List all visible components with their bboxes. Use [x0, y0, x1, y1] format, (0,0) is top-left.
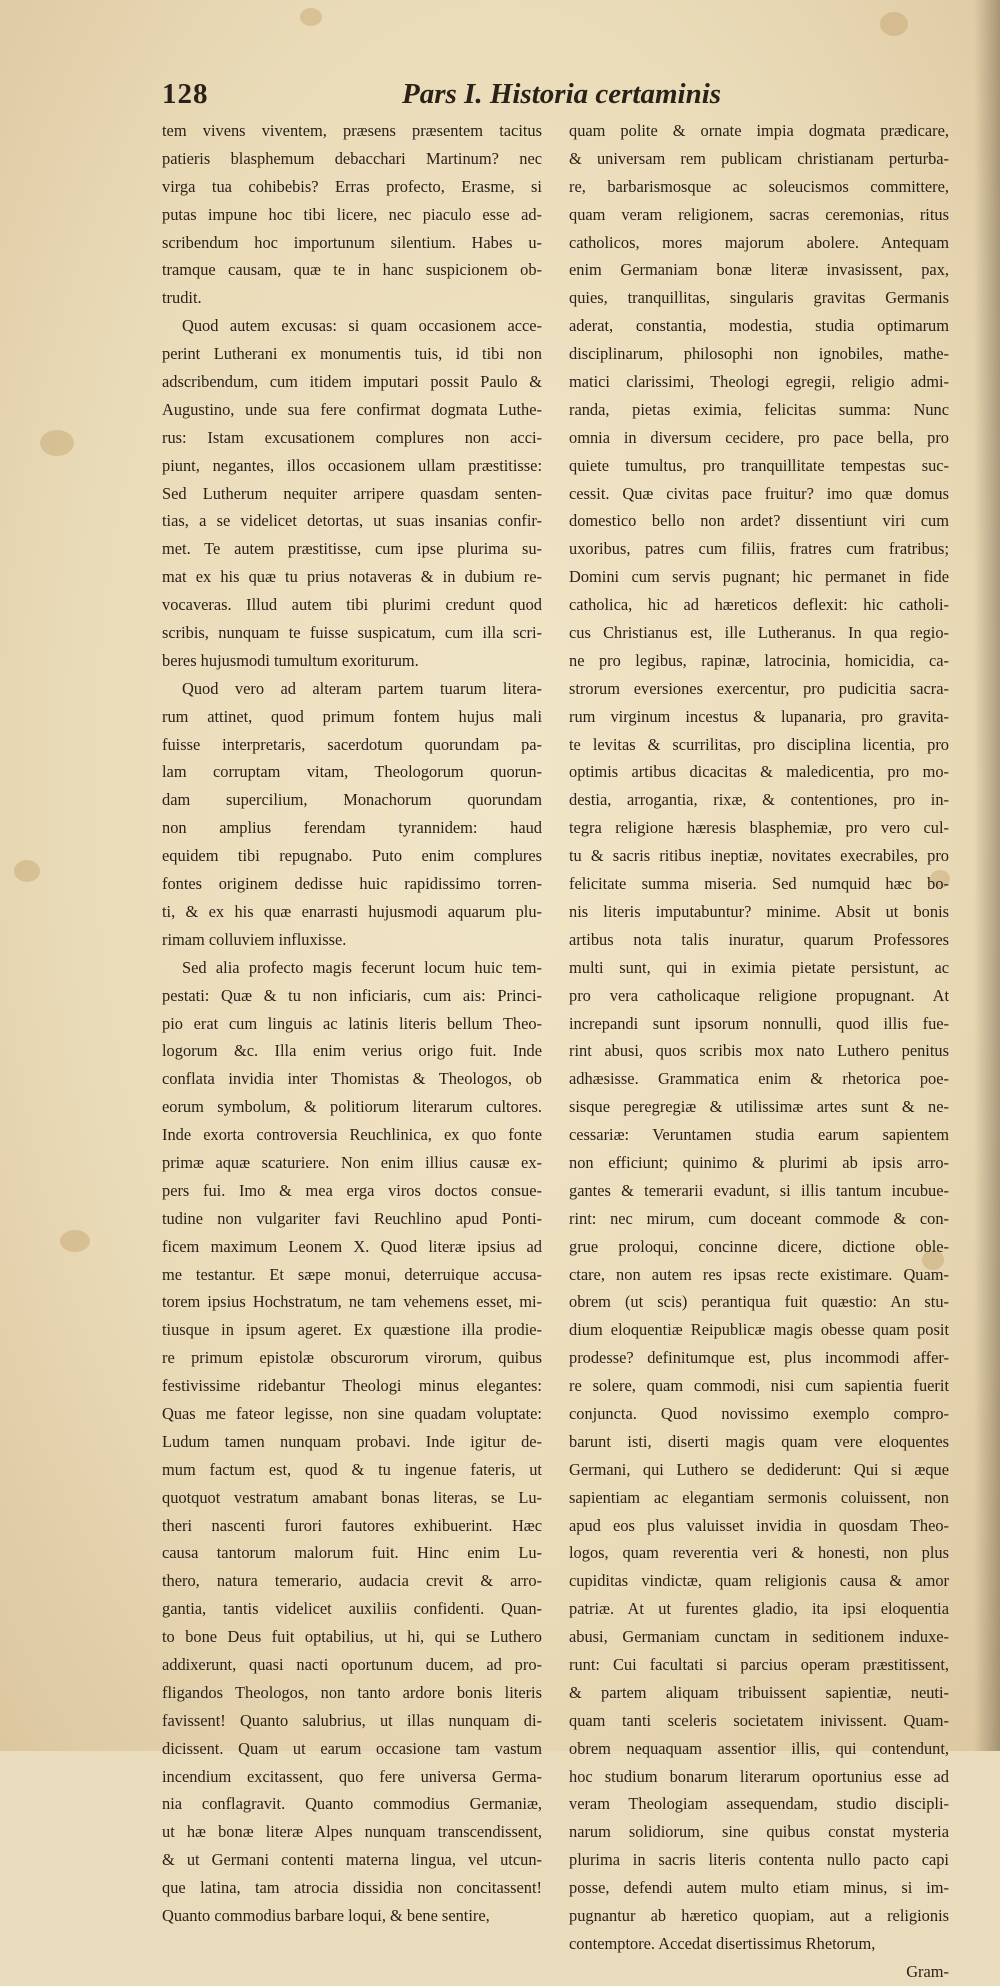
text-line: barunt isti, diserti magis quam vere eloquentes — [569, 1431, 949, 1451]
text-line: rum virginum incestus & lupanaria, pro gravita- — [569, 706, 949, 726]
text-line: grue proloqui, concinne dicere, dictione oble- — [569, 1236, 949, 1256]
text-line: non amplius ferendam tyrannidem: haud — [162, 818, 542, 838]
text-line: eorum symbolum, & politiorum literarum cultores. — [162, 1097, 542, 1117]
text-line: dicissent. Quam ut earum occasione tam vastum — [162, 1738, 542, 1758]
text-line: perint Lutherani ex monumentis tuis, id tibi non — [162, 344, 542, 364]
text-line: dam supercilium, Monachorum quorundam — [162, 790, 542, 810]
text-line: fontes originem dedisse huic rapidissimo torren- — [162, 874, 542, 894]
foxing-stain — [60, 1230, 90, 1252]
text-line: Gram- — [906, 1961, 949, 1981]
text-line: met. Te autem præstitisse, cum ipse plurima su- — [162, 539, 542, 559]
text-line: fligandos Theologos, non tanto ardore bonis literis — [162, 1682, 542, 1702]
text-line: cus Christianus est, ille Lutheranus. In qua regio- — [569, 623, 949, 643]
text-line: Sed alia profecto magis fecerunt locum huic tem- — [182, 957, 542, 977]
text-line: addixerunt, quasi nacti oportunum ducem, ad pro- — [162, 1654, 542, 1674]
text-line: ut hæ bonæ literæ Alpes nunquam transcendissent, — [162, 1822, 542, 1842]
text-line: cessit. Quæ civitas pace fruitur? imo quæ domus — [569, 483, 949, 503]
text-line: Quanto commodius barbare loqui, & bene sentire, — [162, 1906, 490, 1925]
text-line: & partem aliquam tribuissent sapientiæ, neuti- — [569, 1682, 949, 1702]
text-line: Sed Lutherum nequiter arripere quasdam senten- — [162, 483, 542, 503]
text-line: cessariæ: Veruntamen studia earum sapientem — [569, 1125, 949, 1145]
text-line: multi sunt, qui in eximia pietate persistunt, ac — [569, 957, 949, 977]
text-line: Quas me fateor legisse, non sine quadam voluptate: — [162, 1403, 542, 1423]
text-line: patieris blasphemum debacchari Martinum? nec — [162, 148, 542, 168]
text-line: sisque peregregiæ & utilissimæ artes sunt & ne- — [569, 1097, 949, 1117]
foxing-stain — [40, 430, 74, 456]
text-line: dium eloquentiæ Reipublicæ magis obesse quam posit — [569, 1320, 949, 1340]
text-line: disciplinarum, philosophi non ignobiles, mathe- — [569, 344, 949, 364]
text-line: quotquot vestratum amabant bonas literas, se Lu- — [162, 1487, 542, 1507]
page-number: 128 — [162, 78, 209, 110]
text-line: gantia, tantis videlicet auxiliis confidenti. Quan- — [162, 1599, 542, 1619]
text-line: virga tua cohibebis? Erras profecto, Erasme, si — [162, 176, 542, 196]
text-line: vocaveras. Illud autem tibi plurimi credunt quod — [162, 595, 542, 615]
text-line: quam veram religionem, sacras ceremonias, ritus — [569, 204, 949, 224]
text-line: putas impune hoc tibi licere, nec piaculo esse ad- — [162, 204, 542, 224]
text-line: Quod vero ad alteram partem tuarum litera- — [182, 678, 542, 698]
text-line: rum attinet, quod primum fontem hujus mali — [162, 706, 542, 726]
foxing-stain — [14, 860, 40, 882]
text-line: incendium excitassent, quo fere universa Germa- — [162, 1766, 542, 1786]
text-line: uxoribus, patres cum filiis, fratres cum fratribus; — [569, 539, 949, 559]
running-head — [162, 78, 722, 118]
text-line: quam polite & ornate impia dogmata prædicare, — [569, 121, 949, 140]
text-line: Germani, qui Luthero se dediderunt: Qui si æque — [569, 1459, 949, 1479]
text-line: obrem nequaquam assentior illis, qui contendunt, — [569, 1738, 949, 1758]
text-line: omnia in diversum cecidere, pro pace bella, pro — [569, 427, 949, 447]
text-line: catholicos, mores majorum abolere. Antequam — [569, 232, 949, 252]
text-line: enim Germaniam bonæ literæ invasissent, pax, — [569, 260, 949, 280]
text-line: tiusque in ipsum ageret. Ex quæstione illa prodie- — [162, 1320, 542, 1340]
text-line: ti, & ex his quæ enarrasti hujusmodi aquarum plu- — [162, 901, 542, 921]
text-line: randa, pietas eximia, felicitas summa: Nunc — [569, 399, 949, 419]
text-line: matici clarissimi, Theologi egregii, religio admi- — [569, 372, 949, 392]
text-line: to bone Deus fuit optabilius, ut hi, qui se Luthero — [162, 1627, 542, 1647]
text-line: conjuncta. Quod novissimo exemplo compro- — [569, 1403, 949, 1423]
text-line: thero, natura temerario, audacia crevit & arro- — [162, 1571, 542, 1591]
text-line: tegra religione hæresis blasphemiæ, pro vero cul- — [569, 818, 949, 838]
text-line: equidem tibi repugnabo. Puto enim complures — [162, 846, 542, 866]
text-line: mum factum est, quod & tu ingenue fateris, ut — [162, 1459, 542, 1479]
text-line: & universam rem publicam christianam perturba- — [569, 148, 949, 168]
text-line: me testantur. Et sæpe monui, deterruique accusa- — [162, 1264, 542, 1284]
text-line: rint: nec mirum, cum doceant commode & con- — [569, 1208, 949, 1228]
text-line: te levitas & scurrilitas, pro disciplina licentia, pro — [569, 734, 949, 754]
text-line: Inde exorta controversia Reuchlinica, ex quo fonte — [162, 1125, 542, 1145]
text-line: contemptore. Accedat disertissimus Rhetorum, — [569, 1933, 876, 1953]
text-line: quam tanti sceleris societatem inivissent. Quam- — [569, 1710, 949, 1730]
text-line: ctare, non autem res ipsas recte existimare. Quam- — [569, 1264, 949, 1284]
text-line: adscribendum, cum itidem imputari possit Paulo & — [162, 372, 542, 392]
text-line: tudine non vulgariter favi Reuchlino apud Ponti- — [162, 1208, 542, 1228]
text-line: cupiditas vindictæ, quam religionis causa & amor — [569, 1571, 949, 1591]
text-line: obrem (ut scis) perantiqua fuit quæstio: An stu- — [569, 1292, 949, 1312]
text-line: conflata invidia inter Thomistas & Theologos, ob — [162, 1069, 542, 1089]
text-line: fuisse interpretaris, sacerdotum quorundam pa- — [162, 734, 542, 754]
text-line: prodesse? definitumque est, plus incommodi affer- — [569, 1348, 949, 1368]
text-line: rint abusi, quos scribis mox nato Luthero penitus — [569, 1041, 949, 1061]
text-line: que latina, tam atrocia dissidia non concitassent! — [162, 1878, 542, 1898]
text-line: increpandi sunt ipsorum nonnulli, quod illis fue- — [569, 1013, 949, 1033]
text-line: patriæ. At ut furentes gladio, ita ipsi eloquentia — [569, 1599, 949, 1619]
text-line: abusi, Germaniam cunctam in seditionem induxe- — [569, 1627, 949, 1647]
text-line: trudit. — [162, 288, 202, 308]
text-line: quiete tumultus, pro tranquillitate tempestas suc- — [569, 455, 949, 475]
text-line: gantes & temerarii evadunt, si illis tantum incubue- — [569, 1180, 949, 1200]
text-line: logos, quam reverentia veri & honesti, non plus — [569, 1543, 949, 1563]
foxing-stain — [300, 8, 322, 26]
text-line: ne pro legibus, rapinæ, latrocinia, homicidia, ca- — [569, 650, 949, 670]
text-line: Quod autem excusas: si quam occasionem acce- — [182, 316, 542, 336]
text-line: scribendum hoc importunum silentium. Habes u- — [162, 232, 542, 252]
text-line: scribis, nunquam te fuisse suspicatum, cum illa scri- — [162, 623, 542, 643]
text-line: quies, tranquillitas, singularis gravitas Germanis — [569, 288, 949, 308]
text-line: Domini cum servis pugnant; hic permanet in fide — [569, 567, 949, 587]
text-line: festivissime ridebantur Theologi minus elegantes: — [162, 1376, 542, 1396]
text-line: ficem maximum Leonem X. Quod literæ ipsius ad — [162, 1236, 542, 1256]
text-line: narum solidiorum, sine quibus constat mysteria — [569, 1822, 949, 1842]
text-line: pro vera catholicaque religione propugnant. At — [569, 985, 949, 1005]
text-line: pestati: Quæ & tu non inficiaris, cum ais: Princi- — [162, 985, 542, 1005]
text-line: artibus nota talis inuratur, quarum Professores — [569, 929, 949, 949]
right-text-column — [569, 117, 949, 1981]
text-line: nis literis imputabuntur? minime. Absit ut bonis — [569, 901, 949, 921]
text-line: destia, arrogantia, rixæ, & contentiones, pro in- — [569, 790, 949, 810]
text-line: & ut Germani contenti materna lingua, vel utcun- — [162, 1850, 542, 1870]
text-line: non efficiunt; quinimo & plurimi ab ipsis arro- — [569, 1152, 949, 1172]
text-line: logorum &c. Illa enim verius origo fuit. Inde — [162, 1041, 542, 1061]
text-line: felicitate summa miseria. Sed numquid hæc bo- — [569, 874, 949, 894]
text-line: mat ex his quæ tu prius notaveras & in dubium re- — [162, 567, 542, 587]
text-line: hoc studium bonarum literarum oportunius esse ad — [569, 1766, 949, 1786]
text-line: aderat, constantia, modestia, studia optimarum — [569, 316, 949, 336]
text-line: favissent! Quanto salubrius, ut illas nunquam di- — [162, 1710, 542, 1730]
text-line: plurima in sacris literis contenta nullo pacto capi — [569, 1850, 949, 1870]
text-line: piunt, negantes, illos occasionem ullam præstitisse: — [162, 455, 542, 475]
text-line: strorum eversiones exercentur, pro pudicitia sacra- — [569, 678, 949, 698]
spine-shadow — [974, 0, 1000, 1751]
text-line: runt: Cui facultati si parcius operam præstitissent, — [569, 1654, 949, 1674]
text-line: Augustino, unde sua fere confirmat dogmata Luthe- — [162, 399, 542, 419]
running-title: Pars I. Historia certaminis — [402, 78, 722, 110]
text-line: nia conflagravit. Quanto commodius Germaniæ, — [162, 1794, 542, 1814]
text-line: domestico bello non ardet? dissentiunt viri cum — [569, 511, 949, 531]
text-line: beres hujusmodi tumultum exoriturum. — [162, 650, 419, 670]
text-line: catholica, hic ad hæreticos deflexit: hic catholi- — [569, 595, 949, 615]
text-line: primæ aquæ scaturiere. Non enim illius causæ ex- — [162, 1152, 542, 1172]
text-line: sapientiam ac elegantiam sermonis coluissent, non — [569, 1487, 949, 1507]
text-line: re solere, quam commodi, nisi cum sapientia fuerit — [569, 1376, 949, 1396]
text-line: re, barbarismosque ac soleucismos committere, — [569, 176, 949, 196]
text-line: veram Theologiam assequendam, studio discipli- — [569, 1794, 949, 1814]
text-line: pio erat cum linguis ac latinis literis bellum Theo- — [162, 1013, 542, 1033]
text-line: pugnantur ab hæretico quopiam, aut a religionis — [569, 1906, 949, 1925]
text-line: optimis artibus dicacitas & maledicentia, pro mo- — [569, 762, 949, 782]
text-line: theri nascenti furori fautores exhibuerint. Hæc — [162, 1515, 542, 1535]
text-line: rimam colluviem influxisse. — [162, 929, 347, 949]
text-line: pers fui. Imo & mea erga viros doctos consue- — [162, 1180, 542, 1200]
text-line: adhæsisse. Grammatica enim & rhetorica poe- — [569, 1069, 949, 1089]
text-line: apud eos plus valuisset invidia in quosdam Theo- — [569, 1515, 949, 1535]
text-line: tu & sacris ritibus ineptiæ, novitates execrabiles, pro — [569, 846, 949, 866]
text-line: torem ipsius Hochstratum, ne tam vehemens esset, mi- — [162, 1292, 542, 1312]
text-line: rus: Istam excusationem complures non acci- — [162, 427, 542, 447]
text-line: tias, a se videlicet detortas, ut suas insanias confir- — [162, 511, 542, 531]
foxing-stain — [880, 12, 908, 36]
text-line: re primum epistolæ obscurorum virorum, quibus — [162, 1348, 542, 1368]
text-line: Ludum tamen nunquam probavi. Inde igitur de- — [162, 1431, 542, 1451]
text-line: tem vivens viventem, præsens præsentem tacitus — [162, 121, 542, 140]
text-line: lam corruptam vitam, Theologorum quorun- — [162, 762, 542, 782]
text-line: posse, defendi autem multo etiam minus, si im- — [569, 1878, 949, 1898]
text-line: tramque causam, quæ te in hanc suspicionem ob- — [162, 260, 542, 280]
text-line: causa tantorum malorum fuit. Hinc enim Lu- — [162, 1543, 542, 1563]
left-text-column — [162, 117, 542, 1925]
